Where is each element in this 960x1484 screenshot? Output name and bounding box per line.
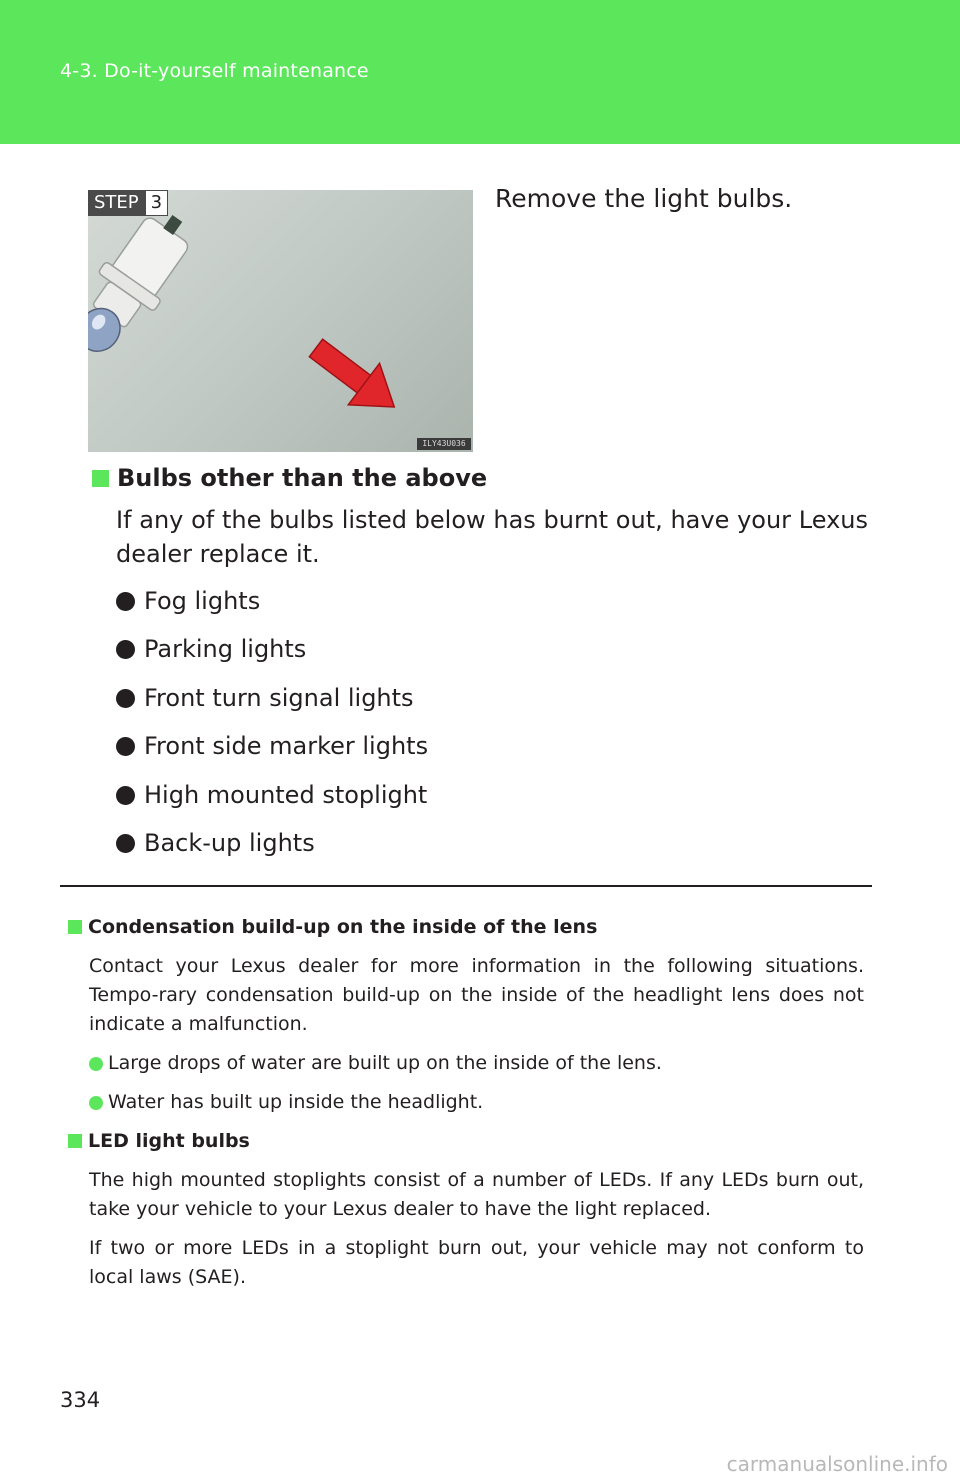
- bulb-illustration: [88, 190, 473, 452]
- note-condensation: [68, 913, 864, 1117]
- square-bullet-icon: [68, 1134, 82, 1148]
- list-item: [116, 681, 428, 729]
- note-heading: [68, 913, 864, 941]
- list-item-text: High mounted stoplight: [144, 780, 428, 809]
- note-paragraph: Contact your Lexus dealer for more information in the following situations. Tempo-rary condensation build-up on the inside of the headlight lens does not indicate a malfunction.: [89, 955, 864, 1035]
- bullet-dot-icon: [116, 834, 135, 853]
- list-item-text: Parking lights: [144, 635, 307, 664]
- list-item: [116, 826, 428, 874]
- note-bullet: [89, 1088, 864, 1117]
- section-divider: [60, 885, 872, 887]
- note-bullet-text: Water has built up inside the headlight.: [108, 1091, 484, 1113]
- figure-code: ILY43U036: [417, 438, 471, 450]
- bullet-dot-icon: [89, 1057, 103, 1071]
- step-instruction: Remove the light bulbs.: [495, 184, 793, 213]
- bullet-dot-icon: [89, 1096, 103, 1110]
- bulb-list: [116, 584, 428, 874]
- step-label: STEP: [88, 190, 145, 216]
- note-bullet: [89, 1049, 864, 1078]
- bulb-removal-figure: [88, 190, 473, 452]
- section-title: 4-3. Do-it-yourself maintenance: [60, 60, 369, 82]
- list-item-text: Front turn signal lights: [144, 683, 414, 712]
- note-bullet-text: Large drops of water are built up on the inside of the lens.: [108, 1052, 662, 1074]
- list-item: [116, 584, 428, 632]
- list-item-text: Front side marker lights: [144, 732, 429, 761]
- bullet-dot-icon: [116, 786, 135, 805]
- watermark: carmanualsonline.info: [726, 1452, 948, 1476]
- note-heading-text: Condensation build-up on the inside of the lens: [88, 916, 598, 938]
- note-heading: [68, 1127, 864, 1155]
- square-bullet-icon: [92, 470, 109, 487]
- step-badge: [88, 190, 168, 216]
- bullet-dot-icon: [116, 689, 135, 708]
- note-paragraph: If two or more LEDs in a stoplight burn out, your vehicle may not conform to local laws (SAE).: [89, 1237, 864, 1288]
- section-heading-text: Bulbs other than the above: [117, 464, 488, 492]
- section-heading: [92, 464, 487, 492]
- list-item-text: Fog lights: [144, 587, 261, 615]
- step-number: 3: [145, 190, 168, 216]
- bullet-dot-icon: [116, 640, 135, 659]
- list-item: [116, 729, 428, 777]
- note-paragraph: The high mounted stoplights consist of a number of LEDs. If any LEDs burn out, take your vehicle to your Lexus dealer to have the light replaced.: [89, 1169, 864, 1220]
- page-number: 334: [60, 1388, 101, 1412]
- bullet-dot-icon: [116, 592, 135, 611]
- note-heading-text: LED light bulbs: [88, 1130, 250, 1152]
- list-item: [116, 632, 428, 680]
- section-body: If any of the bulbs listed below has burnt out, have your Lexus dealer replace it.: [116, 506, 868, 568]
- header-band: [0, 0, 960, 144]
- note-led: [68, 1127, 864, 1292]
- list-item-text: Back-up lights: [144, 828, 315, 857]
- square-bullet-icon: [68, 920, 82, 934]
- bullet-dot-icon: [116, 737, 135, 756]
- list-item: [116, 778, 428, 826]
